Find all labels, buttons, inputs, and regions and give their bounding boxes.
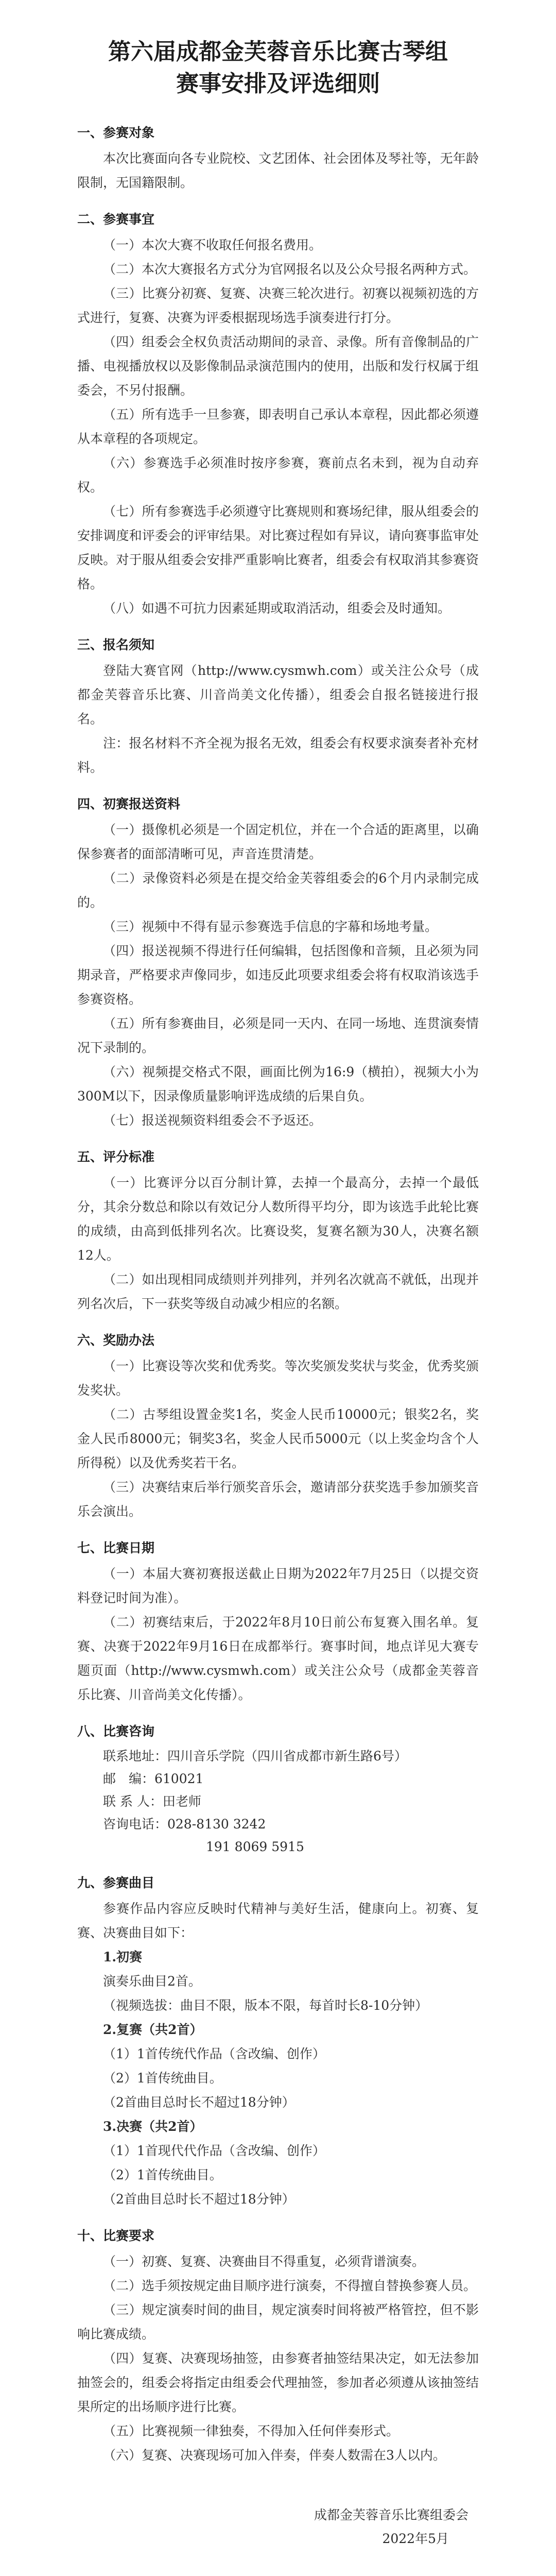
repertoire-items — [77, 1945, 479, 2211]
requirement-item: （五）比赛视频一律独奏，不得加入任何伴奏形式。 — [103, 2424, 399, 2438]
section-paragraph: （一）比赛设等次奖和优秀奖。等次奖颁发奖状与奖金，优秀奖颁发奖状。 — [77, 1359, 479, 1398]
section-paragraph: （二）录像资料必须是在提交给金芙蓉组委会的6个月内录制完成的。 — [77, 871, 479, 910]
repertoire-item: （2首曲目总时长不超过18分钟） — [103, 2095, 295, 2110]
section-paragraph: 注：报名材料不齐全视为报名无效，组委会有权要求演奏者补充材料。 — [77, 736, 479, 775]
section-heading: 一、参赛对象 — [77, 125, 155, 140]
section-paragraph: （一）摄像机必须是一个固定机位，并在一个合适的距离里，以确保参赛者的面部清晰可见，声音连贯清楚。 — [77, 822, 479, 861]
section-heading: 四、初赛报送资料 — [77, 796, 181, 811]
section-paragraph: （七）报送视频资料组委会不予返还。 — [103, 1113, 322, 1128]
title-line-2: 赛事安排及评选细则 — [176, 71, 380, 97]
repertoire-round-heading: 3.决赛（共2首） — [103, 2119, 203, 2134]
repertoire-round-heading: 1.初赛 — [103, 1950, 143, 1964]
section-paragraph: 本次比赛面向各专业院校、文艺团体、社会团体及琴社等，无年龄限制，无国籍限制。 — [77, 151, 479, 190]
title-line-1: 第六届成都金芙蓉音乐比赛古琴组 — [108, 39, 448, 65]
section-paragraph: （六）视频提交格式不限，画面比例为16:9（横拍），视频大小为300M以下，因录像质量影响评选成绩的后果自负。 — [77, 1064, 479, 1104]
signature-block — [77, 2503, 479, 2551]
section-heading: 二、参赛事宜 — [77, 212, 155, 227]
section-paragraph: （一）比赛评分以百分制计算，去掉一个最高分，去掉一个最低分，其余分数总和除以有效记分人数所得平均分，即为该选手此轮比赛的成绩，由高到低排列名次。比赛设奖，复赛名额为30人，决赛名额12人。 — [77, 1175, 479, 1263]
section-paragraph: （五）所有参赛曲目，必须是同一天内、在同一场地、连贯演奏情况下录制的。 — [77, 1016, 479, 1055]
section-paragraph: （五）所有选手一旦参赛，即表明自己承认本章程，因此都必须遵从本章程的各项规定。 — [77, 407, 479, 446]
repertoire-item: （2）1首传统曲目。 — [103, 2167, 222, 2182]
contact-phone-1: 咨询电话：028-8130 3242 — [103, 1817, 266, 1832]
section-heading: 七、比赛日期 — [77, 1540, 155, 1555]
signature-date: 2022年5月 — [382, 2531, 449, 2546]
requirement-item: （二）选手须按规定曲目顺序进行演奏，不得擅自替换参赛人员。 — [103, 2278, 477, 2293]
section-paragraph: （四）报送视频不得进行任何编辑，包括图像和音频，且必须为同期录音，严格要求声像同步，如违反此项要求组委会将有权取消该选手参赛资格。 — [77, 943, 479, 1007]
section-paragraph: （四）组委会全权负责活动期间的录音、录像。所有音像制品的广播、电视播放权以及影像制品录演范围内的使用，出版和发行权属于组委会，不另付报酬。 — [77, 334, 479, 398]
sections — [77, 122, 479, 1707]
section-heading: 三、报名须知 — [77, 637, 155, 652]
contact-phone-2: 191 8069 5915 — [206, 1839, 304, 1854]
repertoire-round-heading: 2.复赛（共2首） — [103, 2022, 203, 2037]
requirements-items — [77, 2249, 479, 2467]
contact-person: 联 系 人：田老师 — [103, 1794, 201, 1809]
section-heading: 五、评分标准 — [77, 1149, 155, 1164]
contact-block — [77, 1745, 479, 1858]
repertoire-item: （视频选拔：曲目不限，版本不限，每首时长8-10分钟） — [103, 1998, 428, 2013]
requirement-item: （三）规定演奏时间的曲目，规定演奏时间将被严格管控，但不影响比赛成绩。 — [77, 2302, 479, 2342]
section-paragraph: （一）本次大赛不收取任何报名费用。 — [103, 238, 322, 252]
repertoire-item: （2）1首传统曲目。 — [103, 2071, 222, 2086]
repertoire-item: 演奏乐曲目2首。 — [103, 1974, 201, 1989]
requirement-item: （一）初赛、复赛、决赛曲目不得重复，必须背谱演奏。 — [103, 2254, 425, 2269]
section-paragraph: （八）如遇不可抗力因素延期或取消活动，组委会及时通知。 — [103, 601, 451, 616]
section-heading: 六、奖励办法 — [77, 1333, 155, 1348]
contact-heading: 八、比赛咨询 — [77, 1724, 155, 1739]
document-title — [77, 36, 479, 100]
section-paragraph: （二）本次大赛报名方式分为官网报名以及公众号报名两种方式。 — [103, 262, 477, 277]
section-paragraph: （七）所有参赛选手必须遵守比赛规则和赛场纪律，服从组委会的安排调度和评委会的评审结果。对比赛过程如有异议，请向赛事监审处反映。对于服从组委会安排严重影响比赛者，组委会有权取消其参赛资格。 — [77, 504, 479, 591]
section-paragraph: （三）比赛分初赛、复赛、决赛三轮次进行。初赛以视频初选的方式进行，复赛、决赛为评委根据现场选手演奏进行打分。 — [77, 286, 479, 325]
requirement-item: （四）复赛、决赛现场抽签，由参赛者抽签结果决定，如无法参加抽签会的，组委会将指定由组委会代理抽签，参加者必须遵从该抽签结果所定的出场顺序进行比赛。 — [77, 2351, 479, 2414]
repertoire-item: （1）1首现代代作品（含改编、创作） — [103, 2143, 325, 2158]
requirements-heading: 十、比赛要求 — [77, 2228, 155, 2243]
repertoire-intro: 参赛作品内容应反映时代精神与美好生活，健康向上。初赛、复赛、决赛曲目如下： — [77, 1901, 479, 1940]
repertoire-item: （2首曲目总时长不超过18分钟） — [103, 2192, 295, 2207]
repertoire-item: （1）1首传统代作品（含改编、创作） — [103, 2046, 325, 2061]
section-paragraph: （三）视频中不得有显示参赛选手信息的字幕和场地考量。 — [103, 919, 438, 934]
section-paragraph: （六）参赛选手必须准时按序参赛，赛前点名未到，视为自动弃权。 — [77, 455, 479, 495]
section-paragraph: （三）决赛结束后举行颁奖音乐会，邀请部分获奖选手参加颁奖音乐会演出。 — [77, 1480, 479, 1519]
section-paragraph: （二）如出现相同成绩则并列排列，并列名次就高不就低，出现并列名次后，下一获奖等级自动减少相应的名额。 — [77, 1272, 479, 1311]
section-paragraph: （二）初赛结束后，于2022年8月10日前公布复赛入围名单。复赛、决赛于2022年9月16日在成都举行。赛事时间，地点详见大赛专题页面（http://www.cysmwh.com）或关注公众号（成都金芙蓉音乐比赛、川音尚美文化传播）。 — [77, 1615, 479, 1702]
section-paragraph: 登陆大赛官网（http://www.cysmwh.com）或关注公众号（成都金芙蓉音乐比赛、川音尚美文化传播），组委会自报名链接进行报名。 — [77, 663, 479, 726]
repertoire-heading: 九、参赛曲目 — [77, 1875, 155, 1890]
contact-postcode: 邮 编：610021 — [103, 1771, 204, 1786]
contact-address: 联系地址：四川音乐学院（四川省成都市新生路6号） — [103, 1749, 407, 1764]
requirement-item: （六）复赛、决赛现场可加入伴奏，伴奏人数需在3人以内。 — [103, 2448, 446, 2463]
section-paragraph: （一）本届大赛初赛报送截止日期为2022年7月25日（以提交资料登记时间为准）。 — [77, 1566, 479, 1605]
signature-org: 成都金芙蓉音乐比赛组委会 — [314, 2507, 468, 2522]
section-paragraph: （二）古琴组设置金奖1名，奖金人民币10000元；银奖2名，奖金人民币8000元；铜奖3名，奖金人民币5000元（以上奖金均含个人所得税）以及优秀奖若干名。 — [77, 1407, 479, 1470]
